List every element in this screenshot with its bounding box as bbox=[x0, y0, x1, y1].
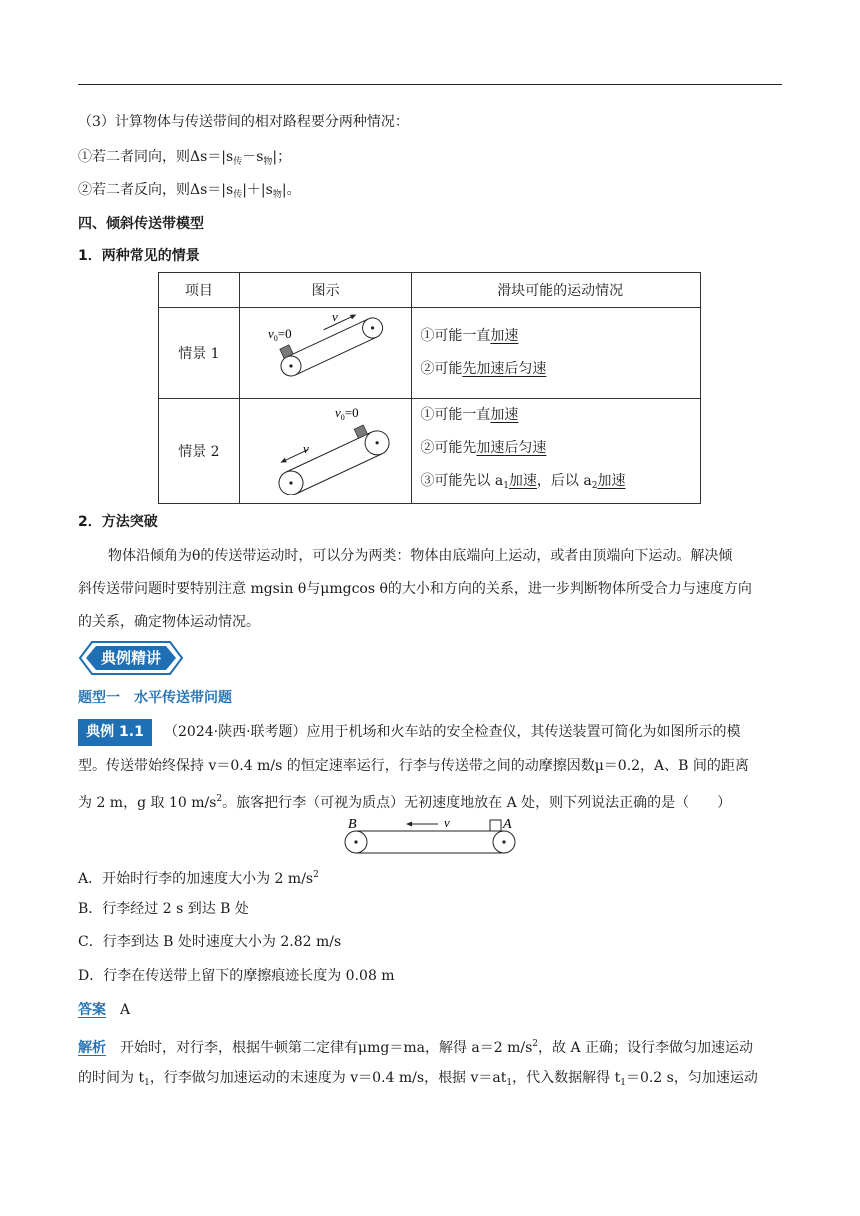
row2-opt3-sub2: 2 bbox=[591, 481, 598, 491]
row2-opt3 bbox=[420, 465, 700, 503]
row1-motion bbox=[412, 308, 701, 399]
example-line1: （2024·陕西·联考题）应用于机场和火车站的安全检查仪，其传送装置可简化为如图所示的模 bbox=[164, 724, 741, 740]
case1-end: |； bbox=[272, 149, 292, 165]
point-b-label: B bbox=[348, 817, 357, 832]
case1-prefix: ①若二者同向，则Δs＝|s bbox=[78, 149, 234, 165]
row2-opt3-sub1: 1 bbox=[503, 481, 509, 491]
option-a-sup: 2 bbox=[313, 870, 319, 880]
option-b: B．行李经过 2 s 到达 B 处 bbox=[78, 901, 249, 917]
option-d: D．行李在传送带上留下的摩擦痕迹长度为 0.08 m bbox=[78, 968, 395, 984]
analysis-label: 解析 bbox=[78, 1040, 106, 1056]
row2-opt1-u: 加速 bbox=[490, 407, 519, 423]
case1-line bbox=[78, 147, 291, 172]
row1-v0-sub: 0 bbox=[273, 334, 278, 343]
row1-v0-eq: =0 bbox=[277, 326, 292, 341]
row2-v0-label: v bbox=[334, 405, 341, 420]
example-line3 bbox=[78, 789, 731, 813]
answer-label: 答案 bbox=[78, 1002, 106, 1018]
header-motion: 滑块可能的运动情况 bbox=[412, 273, 701, 308]
analysis-line2-sub3: 1 bbox=[620, 1078, 626, 1088]
row1-v0-label: v bbox=[267, 326, 274, 341]
type1-heading: 题型一 水平传送带问题 bbox=[78, 690, 232, 706]
case2-mid: |＋|s bbox=[242, 182, 273, 198]
case2-end: |。 bbox=[281, 182, 301, 198]
svg-text:v0=0 bbox=[335, 405, 359, 422]
case2-prefix: ②若二者反向，则Δs＝|s bbox=[78, 182, 234, 198]
section4-heading: 四、倾斜传送带模型 bbox=[78, 216, 204, 232]
analysis-line2-c: ，代入数据解得 t bbox=[512, 1070, 621, 1086]
section-banner bbox=[78, 641, 184, 675]
analysis-line2-sub2: 1 bbox=[506, 1078, 513, 1088]
case2-line bbox=[78, 180, 301, 205]
section4-sub2: 2．方法突破 bbox=[78, 514, 158, 530]
answer-line bbox=[78, 1000, 130, 1020]
incline-belt-down-diagram bbox=[261, 403, 391, 495]
luggage-icon bbox=[490, 820, 501, 831]
row2-opt1 bbox=[420, 399, 700, 432]
option-a-text: A．开始时行李的加速度大小为 2 m/s bbox=[78, 871, 314, 887]
point-a-label: A bbox=[503, 817, 512, 832]
block-icon bbox=[354, 425, 367, 438]
analysis-line2-a: 的时间为 t bbox=[78, 1070, 145, 1086]
case1-sub2: 物 bbox=[263, 157, 273, 167]
table-row bbox=[159, 308, 701, 399]
row1-opt2 bbox=[420, 353, 700, 386]
row1-label: 情景 1 bbox=[159, 308, 240, 399]
row1-figure bbox=[239, 308, 412, 399]
row1-v-label: v bbox=[331, 311, 338, 324]
row2-motion bbox=[412, 399, 701, 504]
method-para-line3: 的关系，确定物体运动情况。 bbox=[78, 614, 260, 630]
table-header-row bbox=[159, 273, 701, 308]
table-row bbox=[159, 399, 701, 504]
header-figure: 图示 bbox=[239, 273, 412, 308]
row2-opt2-prefix: ②可能先 bbox=[420, 440, 477, 456]
row2-opt2 bbox=[420, 432, 700, 465]
example-line3-a: 为 2 m，g 取 10 m/s bbox=[78, 795, 217, 811]
case1-sub1: 传 bbox=[233, 157, 243, 167]
header-rule bbox=[78, 84, 782, 85]
horizontal-belt-diagram bbox=[340, 814, 522, 858]
row2-opt1-prefix: ①可能一直 bbox=[420, 407, 491, 423]
example-line3-sup: 2 bbox=[216, 794, 223, 804]
answer-value: A bbox=[120, 1002, 131, 1018]
row1-opt2-u: 先加速后匀速 bbox=[462, 361, 547, 377]
analysis-line1-a: 开始时，对行李，根据牛顿第二定律有μmg＝ma，解得 a＝2 m/s bbox=[120, 1040, 533, 1056]
analysis-line2-d: ＝0.2 s，匀加速运动 bbox=[625, 1070, 758, 1086]
option-c: C．行李到达 B 处时速度大小为 2.82 m/s bbox=[78, 934, 342, 950]
incline-belt-up-diagram bbox=[266, 311, 386, 391]
banner-label: 典例精讲 bbox=[100, 649, 161, 667]
case2-sub2: 物 bbox=[272, 190, 282, 200]
row1-opt2-prefix: ②可能 bbox=[420, 361, 463, 377]
analysis-line1 bbox=[78, 1034, 753, 1058]
example-tag: 典例 1.1 bbox=[78, 719, 152, 746]
analysis-line2 bbox=[78, 1068, 758, 1093]
belt-v-label: v bbox=[444, 815, 450, 830]
case2-sub1: 传 bbox=[233, 190, 243, 200]
section4-sub1: 1．两种常见的情景 bbox=[78, 248, 200, 264]
row1-opt1 bbox=[420, 320, 700, 353]
row1-opt1-prefix: ①可能一直 bbox=[420, 328, 491, 344]
example-line2: 型。传送带始终保持 v＝0.4 m/s 的恒定速率运行，行李与传送带之间的动摩擦因数μ＝0.2，A、B 间的距离 bbox=[78, 758, 749, 774]
analysis-line2-b: ，行李做匀加速运动的末速度为 v＝0.4 m/s，根据 v＝at bbox=[149, 1070, 507, 1086]
example-line3-b: 。旅客把行李（可视为质点）无初速度地放在 A 处，则下列说法正确的是（ ） bbox=[222, 795, 732, 811]
analysis-line2-sub1: 1 bbox=[144, 1078, 150, 1088]
row2-opt3-u2: 加速 bbox=[597, 473, 626, 489]
option-a bbox=[78, 865, 319, 889]
row1-opt1-u: 加速 bbox=[490, 328, 519, 344]
analysis-line1-b: ，故 A 正确；设行李做匀加速运动 bbox=[538, 1040, 754, 1056]
row2-figure bbox=[239, 399, 412, 504]
method-para-line1: 物体沿倾角为θ的传送带运动时，可以分为两类：物体由底端向上运动，或者由顶端向下运动。解决倾 bbox=[108, 548, 733, 564]
row2-opt2-u2: 后匀速 bbox=[504, 440, 547, 456]
analysis-line1-sup: 2 bbox=[532, 1039, 539, 1049]
row2-label: 情景 2 bbox=[159, 399, 240, 504]
row2-opt3-u1: 加速 bbox=[508, 473, 537, 489]
row2-v0-eq: =0 bbox=[344, 405, 359, 420]
row2-opt2-u1: 加速 bbox=[476, 440, 505, 456]
method-para-line2: 斜传送带问题时要特别注意 mgsin θ与μmgcos θ的大小和方向的关系，进一步判断物体所受合力与速度方向 bbox=[78, 581, 752, 597]
scenario-table bbox=[158, 272, 701, 504]
intro-line: （3）计算物体与传送带间的相对路程要分两种情况： bbox=[78, 114, 409, 130]
header-item: 项目 bbox=[159, 273, 240, 308]
row2-opt3-prefix: ③可能先以 a bbox=[420, 473, 504, 489]
row2-opt3-mid: ，后以 a bbox=[536, 473, 592, 489]
case1-mid: －s bbox=[242, 149, 264, 165]
svg-text:v0=0 bbox=[268, 326, 292, 343]
row2-v0-sub: 0 bbox=[340, 413, 345, 422]
row2-v-label: v bbox=[302, 441, 309, 456]
